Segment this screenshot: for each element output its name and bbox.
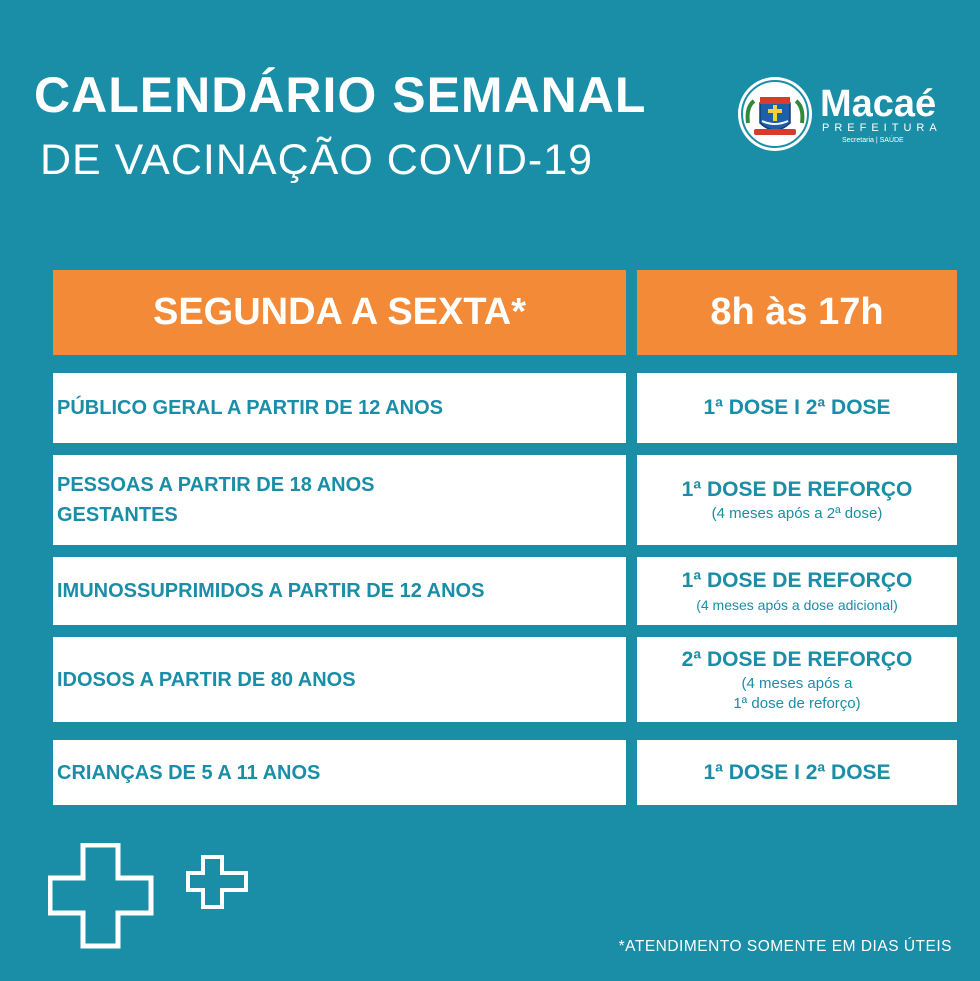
table-row-dose — [637, 557, 957, 625]
table-row-group — [53, 637, 626, 722]
dose-label: 1ª DOSE DE REFORÇO — [681, 569, 913, 592]
table-row-group — [53, 373, 626, 443]
group-label: IMUNOSSUPRIMIDOS A PARTIR DE 12 ANOS — [57, 580, 485, 602]
plus-crosses — [48, 843, 258, 958]
title-line-1: CALENDÁRIO SEMANAL — [34, 67, 647, 123]
header-hours: 8h às 17h — [637, 270, 957, 355]
dose-label: 1ª DOSE DE REFORÇO — [681, 478, 913, 501]
table-row-dose — [637, 455, 957, 545]
large-plus-cross-icon — [50, 845, 151, 946]
dose-note: (4 meses após a — [741, 674, 853, 692]
dose-label: 2ª DOSE DE REFORÇO — [681, 647, 913, 671]
group-label: GESTANTES — [57, 504, 178, 526]
dose-label: 1ª DOSE I 2ª DOSE — [703, 760, 891, 784]
footnote: *ATENDIMENTO SOMENTE EM DIAS ÚTEIS — [618, 938, 952, 955]
header-days: SEGUNDA A SEXTA* — [53, 270, 626, 355]
dose-note: (4 meses após a dose adicional) — [696, 597, 898, 613]
table-row-group — [53, 455, 626, 545]
table-row-dose — [637, 373, 957, 443]
small-plus-cross-icon — [188, 857, 246, 907]
prefeitura-logo — [738, 77, 958, 157]
group-label: PÚBLICO GERAL A PARTIR DE 12 ANOS — [57, 397, 443, 419]
logo-secretaria: Secretaria | SAÚDE — [842, 137, 904, 144]
table-row-group — [53, 740, 626, 805]
dose-note: (4 meses após a 2ª dose) — [711, 505, 883, 522]
dose-label: 1ª DOSE I 2ª DOSE — [703, 396, 891, 419]
title-line-2: DE VACINAÇÃO COVID-19 — [40, 136, 594, 184]
group-label: CRIANÇAS DE 5 A 11 ANOS — [57, 761, 321, 784]
dose-note: 1ª dose de reforço) — [733, 694, 861, 712]
table-row-group — [53, 557, 626, 625]
logo-name: Macaé — [820, 83, 937, 125]
table-row-dose — [637, 637, 957, 722]
group-label: IDOSOS A PARTIR DE 80 ANOS — [57, 668, 356, 691]
table-row-dose — [637, 740, 957, 805]
logo-subtitle: PREFEITURA — [822, 122, 942, 134]
group-label: PESSOAS A PARTIR DE 18 ANOS — [57, 474, 375, 496]
macae-seal-icon — [738, 77, 812, 151]
